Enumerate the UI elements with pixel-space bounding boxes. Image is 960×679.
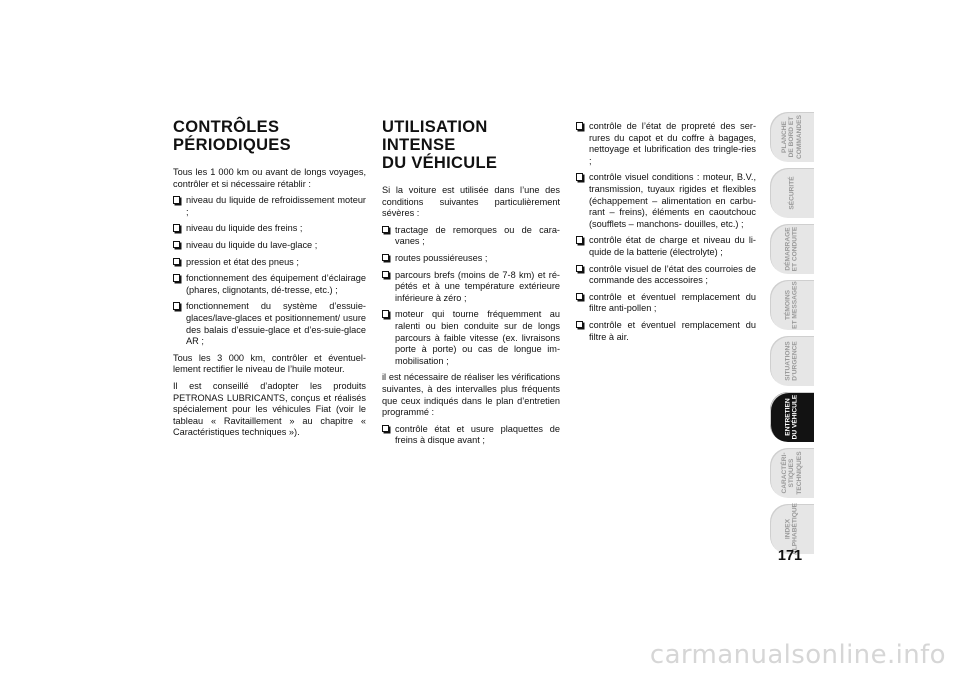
list-item-text: niveau du liquide de refroidissement moteur ; [186, 195, 366, 217]
checkbox-bullet-icon [173, 224, 180, 232]
chapter-tab-label: DÉMARRAGE ET CONDUITE [784, 226, 799, 272]
list-item [576, 320, 756, 343]
checkbox-bullet-icon [173, 196, 180, 204]
oil-paragraph: Tous les 3 000 km, contrôler et éventuel-lement rectifier le niveau de l’huile moteur. [173, 352, 366, 375]
checkbox-bullet-icon [173, 274, 180, 282]
checkbox-bullet-icon [382, 425, 389, 433]
checkbox-bullet-icon [382, 226, 389, 234]
list-item [382, 225, 560, 248]
checkbox-bullet-icon [576, 236, 583, 244]
chapter-tab[interactable] [770, 112, 814, 162]
chapter-tab-label: SÉCURITÉ [788, 176, 796, 210]
list-item [382, 270, 560, 305]
list-item [173, 273, 366, 296]
verification-list [382, 424, 560, 447]
list-item [576, 172, 756, 230]
section-title-intense-use [382, 118, 560, 172]
title-line-1: UTILISATION INTENSE [382, 118, 488, 154]
lubricants-paragraph: Il est conseillé d’adopter les produits PETRONAS LUBRICANTS, conçus et réalisés spécialement pour les véhicules Fiat (voir le tableau « Ravitaillement » au chapitre « Caractéristiques techniques »). [173, 380, 366, 438]
list-item-text: contrôle état et usure plaquettes de freins à disque avant ; [395, 423, 560, 446]
checkbox-bullet-icon [576, 265, 583, 273]
checkbox-bullet-icon [382, 254, 389, 262]
list-item-text: pression et état des pneus ; [186, 256, 299, 267]
title-line-1: CONTRÔLES [173, 118, 280, 136]
chapter-tab-label: CARACTÉRI- STIQUES TECHNIQUES [780, 451, 803, 495]
chapter-tab-label: INDEX ALPHABÉTIQUE [784, 502, 799, 556]
chapter-tab[interactable] [770, 448, 814, 498]
chapter-tab[interactable] [770, 336, 814, 386]
list-item [382, 424, 560, 447]
page-number: 171 [777, 548, 803, 564]
list-item-text: moteur qui tourne fréquemment au ralenti ou bien conduite sur de longs parcours à faible vitesse (ex. livraisons porte à porte) ou cas de longue im-mobilisation ; [395, 309, 560, 366]
verification-paragraph: il est nécessaire de réaliser les vérifications suivantes, à des intervalles plus fréquents que ceux indiqués dans le plan d’entretien programmé : [382, 372, 560, 418]
list-item [382, 253, 560, 265]
intro-paragraph: Tous les 1 000 km ou avant de longs voyages, contrôler et si nécessaire rétablir : [173, 167, 366, 189]
chapter-tab[interactable] [770, 224, 814, 274]
list-item [173, 240, 366, 252]
list-item [173, 257, 366, 269]
list-item-text: contrôle visuel conditions : moteur, B.V., transmission, tuyaux rigides et flexibles (échappement – alimentation en carbu-rant – freins), éléments en caoutchouc (soufflets – manchons- douilles, etc.) ; [589, 172, 756, 229]
list-item [576, 121, 756, 167]
checkbox-bullet-icon [173, 302, 180, 310]
list-item [576, 264, 756, 287]
list-item-text: contrôle et éventuel remplacement du filtre à air. [589, 319, 756, 342]
conditions-list [382, 225, 560, 368]
checkbox-bullet-icon [382, 310, 389, 318]
title-line-2: DU VÉHICULE [382, 154, 498, 172]
chapter-tab-label: TÉMOINS ET MESSAGES [784, 281, 799, 329]
list-item [576, 292, 756, 315]
chapter-tab[interactable] [770, 392, 814, 442]
checklist [173, 195, 366, 348]
list-item-text: fonctionnement du système d’essuie-glaces/lave-glaces et positionnement/ usure des balais d’essuie-glace et d’es-suie-glace AR ; [186, 301, 366, 347]
list-item [173, 223, 366, 235]
list-item-text: niveau du liquide du lave-glace ; [186, 239, 318, 250]
checkbox-bullet-icon [576, 173, 583, 181]
list-item [576, 235, 756, 258]
list-item-text: fonctionnement des équipement d’éclairage (phares, clignotants, dé-tresse, etc.) ; [186, 273, 366, 295]
list-item [173, 301, 366, 347]
chapter-tab[interactable] [770, 280, 814, 330]
checkbox-bullet-icon [173, 258, 180, 266]
column-intense-use [382, 118, 560, 452]
chapter-tab[interactable] [770, 168, 814, 218]
verification-list-continued [576, 121, 756, 343]
checkbox-bullet-icon [576, 321, 583, 329]
list-item [382, 309, 560, 367]
column-continued-checks [576, 121, 756, 348]
chapter-tab-label: PLANCHE DE BORD ET COMMANDES [780, 115, 803, 159]
section-title-periodic-checks [173, 118, 366, 154]
column-periodic-checks [173, 118, 366, 444]
list-item-text: parcours brefs (moins de 7-8 km) et ré-pétés et à une température extérieure inférieure à zéro ; [395, 269, 560, 303]
list-item-text: contrôle état de charge et niveau du li-quide de la batterie (électrolyte) ; [589, 235, 756, 257]
checkbox-bullet-icon [576, 293, 583, 301]
list-item-text: contrôle visuel de l’état des courroies de commande des accessoires ; [589, 263, 756, 286]
intro-paragraph: Si la voiture est utilisée dans l’une des conditions suivantes particulièrement sévères : [382, 185, 560, 219]
checkbox-bullet-icon [382, 271, 389, 279]
watermark: carmanualsonline.info [649, 640, 946, 670]
chapter-tab-label: SITUATIONS D’URGENCE [784, 341, 799, 381]
checkbox-bullet-icon [173, 241, 180, 249]
chapter-tab-label: ENTRETIEN DU VÉHICULE [784, 394, 799, 440]
list-item-text: contrôle de l’état de propreté des ser-rures du capot et du coffre à bagages, nettoyage et lubrification des tringle-ries ; [589, 121, 756, 166]
chapter-tabs [770, 112, 814, 560]
checkbox-bullet-icon [576, 122, 583, 130]
list-item-text: niveau du liquide des freins ; [186, 223, 303, 234]
list-item-text: contrôle et éventuel remplacement du filtre anti-pollen ; [589, 291, 756, 314]
list-item-text: routes poussiéreuses ; [395, 252, 488, 263]
list-item-text: tractage de remorques ou de cara-vanes ; [395, 224, 560, 247]
chapter-tab[interactable] [770, 504, 814, 554]
list-item [173, 195, 366, 218]
title-line-2: PÉRIODIQUES [173, 136, 291, 154]
